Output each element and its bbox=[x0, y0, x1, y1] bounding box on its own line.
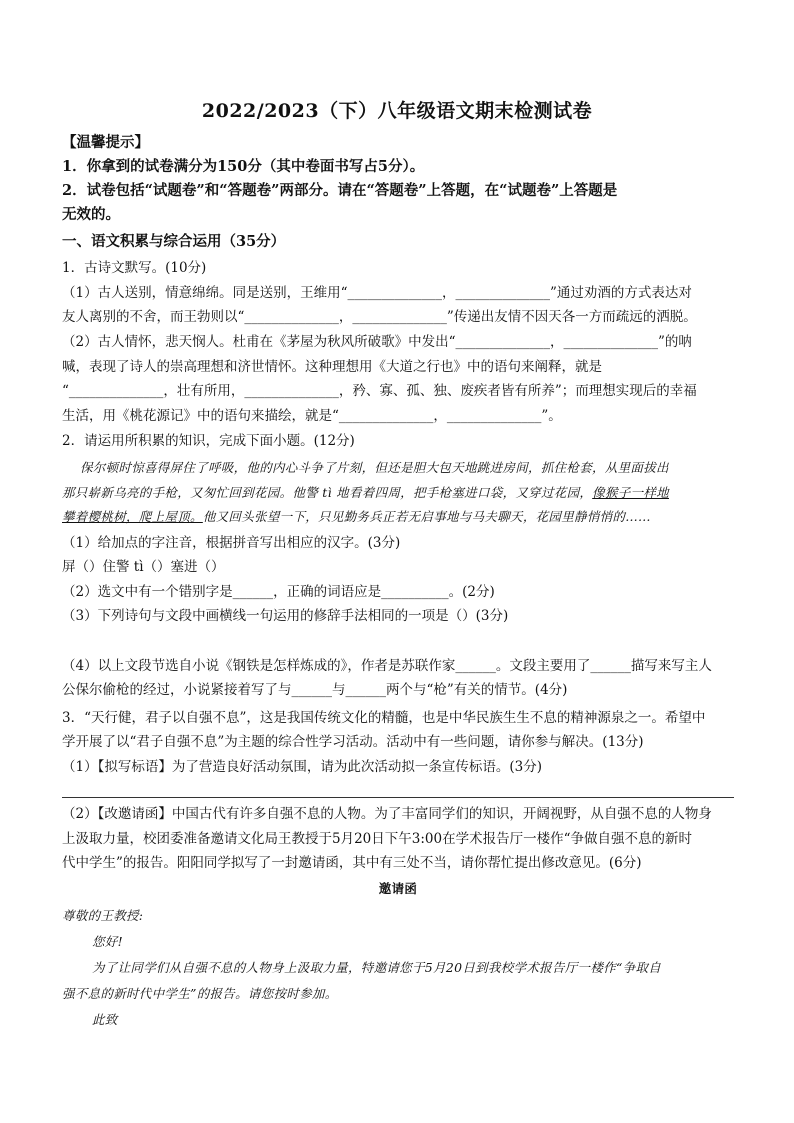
q2-underlined-simile-2: 攀着樱桃树，爬上屋顶。 bbox=[62, 509, 203, 524]
q2-passage-line-2 bbox=[62, 483, 734, 503]
q1-line-2: 友人离别的不舍，而王勃则以“______________，______________”传递出友情不因天各一方而疏远的洒脱。 bbox=[62, 309, 697, 325]
q2-sub-2: （2）选文中有一个错别字是______，正确的词语应是__________。(2分) bbox=[62, 584, 495, 600]
notice-item-2: 2．试卷包括“试题卷”和“答题卷”两部分。请在“答题卷”上答题，在“试题卷”上答题是 bbox=[62, 182, 618, 199]
answer-divider bbox=[62, 797, 734, 798]
q2-passage-line-1: 保尔顿时惊喜得屏住了呼吸，他的内心斗争了片刻，但还是胆大包天地跳进房间，抓住枪套，从里面拔出 bbox=[80, 460, 669, 475]
q2-sub-1: （1）给加点的字注音，根据拼音写出相应的汉字。(3分) bbox=[62, 535, 401, 551]
letter-title: 邀请函 bbox=[378, 881, 418, 896]
q3-sub-2-line-1: （2）【改邀请函】中国古代有许多自强不息的人物。为了丰富同学们的知识，开阔视野，从自强不息的人物身 bbox=[62, 806, 712, 822]
q3-sub-2-line-3: 代中学生”的报告。阳阳同学拟写了一封邀请函，其中有三处不当，请你帮忙提出修改意见。(6分) bbox=[62, 855, 642, 871]
q1-line-4: 喊，表现了诗人的崇高理想和济世情怀。这种理想用《大道之行也》中的语句来阐释，就是 bbox=[62, 359, 602, 375]
notice-item-1: 1．你拿到的试卷满分为150分（其中卷面书写占5分）。 bbox=[62, 158, 425, 175]
q3-sub-1: （1）【拟写标语】为了营造良好活动氛围，请为此次活动拟一条宣传标语。(3分) bbox=[62, 759, 542, 775]
q2-stem: 2．请运用所积累的知识，完成下面小题。(12分) bbox=[62, 433, 355, 449]
section-1-header: 一、语文积累与综合运用（35分） bbox=[62, 233, 286, 250]
q2-passage-tail: 他又回头张望一下，只见勤务兵正若无启事地与马夫聊天，花园里静悄悄的…… bbox=[202, 509, 651, 524]
letter-greeting: 您好! bbox=[92, 934, 123, 949]
letter-body-line-2: 强不息的新时代中学生”的报告。请您按时参加。 bbox=[62, 986, 338, 1001]
letter-closing: 此致 bbox=[92, 1012, 118, 1027]
q2-sub-3: （3）下列诗句与文段中画横线一句运用的修辞手法相同的一项是（）(3分) bbox=[62, 608, 509, 624]
page-title: 2022/2023（下）八年级语文期末检测试卷 bbox=[201, 100, 593, 122]
letter-body-line-1: 为了让同学们从自强不息的人物身上汲取力量，特邀请您于5月20日到我校学术报告厅一楼作“争取自 bbox=[92, 960, 662, 975]
q3-stem-line-2: 学开展了以“君子自强不息”为主题的综合性学习活动。活动中有一些问题，请你参与解决。(13分) bbox=[62, 734, 644, 750]
q2-underlined-simile-1: 像猴子一样地 bbox=[592, 485, 669, 500]
q1-line-3: （2）古人情怀，悲天悯人。杜甫在《茅屋为秋风所破歌》中发出“______________，______________”的呐 bbox=[62, 334, 692, 350]
q2-sub-1-answer: 屏（）住警 tì（）塞进（） bbox=[62, 559, 225, 575]
letter-salutation: 尊敬的王教授: bbox=[62, 908, 144, 923]
notice-item-3: 无效的。 bbox=[62, 206, 120, 223]
q3-sub-2-line-2: 上汲取力量，校团委准备邀请文化局王教授于5月20日下午3:00在学术报告厅一楼作“争做自强不息的新时 bbox=[62, 831, 692, 847]
q2-sub-4-line-1: （4）以上文段节选自小说《钢铁是怎样炼成的》，作者是苏联作家______。文段主要用了______描写来写主人 bbox=[62, 658, 712, 674]
q1-stem: 1．古诗文默写。(10分) bbox=[62, 260, 207, 276]
q2-passage-line-3 bbox=[62, 507, 734, 527]
q1-line-5: “______________，壮有所用，______________，矜、寡、孤、独、废疾者皆有所养”；而理想实现后的幸福 bbox=[62, 383, 697, 399]
notice-header: 【温馨提示】 bbox=[62, 134, 149, 151]
q1-line-1: （1）古人送别，情意绵绵。同是送别，王维用“______________，______________”通过劝酒的方式表达对 bbox=[62, 285, 692, 301]
q3-stem-line-1: 3．“天行健，君子以自强不息”，这是我国传统文化的精髓，也是中华民族生生不息的精神源泉之一。希望中 bbox=[62, 710, 706, 726]
q2-sub-4-line-2: 公保尔偷枪的经过，小说紧接着写了与______与______两个与“枪”有关的情节。(4分) bbox=[62, 682, 568, 698]
q2-passage-text: 那只崭新乌亮的手枪，又匆忙回到花园。他警 tì 地看着四周，把手枪塞进口袋，又穿过花园， bbox=[62, 485, 593, 500]
q1-line-6: 生活，用《桃花源记》中的语句来描绘，就是“______________，______________”。 bbox=[62, 408, 562, 424]
